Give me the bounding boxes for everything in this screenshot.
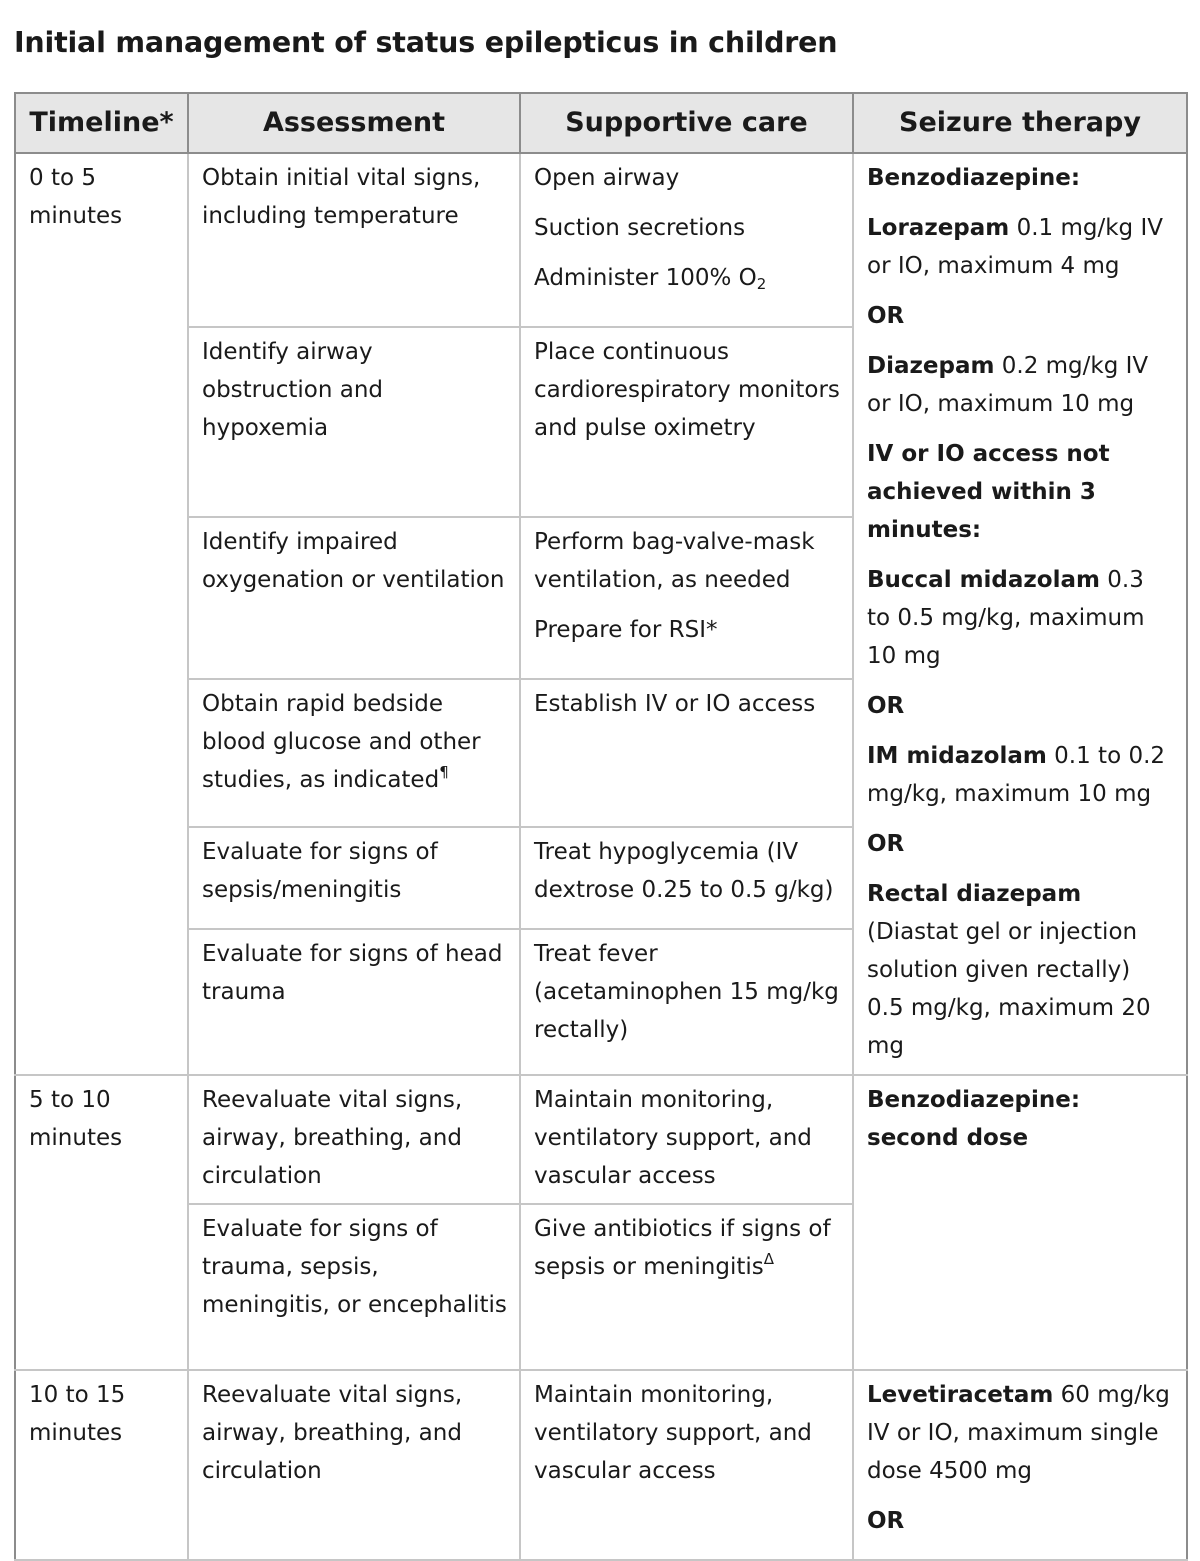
assessment-cell: Evaluate for signs of sepsis/meningitis xyxy=(188,827,520,929)
header-supportive-care: Supportive care xyxy=(520,93,853,153)
table-row xyxy=(15,153,1187,327)
therapy-heading: Benzodiazepine: xyxy=(867,165,1081,191)
header-assessment: Assessment xyxy=(188,93,520,153)
seizure-therapy-cell xyxy=(853,1075,1187,1370)
seizure-therapy-cell xyxy=(853,153,1187,1075)
drug-name: Diazepam xyxy=(867,353,995,379)
drug-dose: 0.1 to 0.2 mg/kg, maximum 10 mg xyxy=(867,743,1166,807)
subscript: 2 xyxy=(756,275,767,293)
supportive-care-cell xyxy=(520,517,853,679)
supportive-item xyxy=(534,259,840,297)
drug-name: Rectal diazepam xyxy=(867,881,1082,907)
seizure-therapy-cell xyxy=(853,1370,1187,1560)
supportive-item: Open airway xyxy=(534,165,680,191)
therapy-option xyxy=(867,561,1174,675)
table-header xyxy=(15,93,1187,153)
drug-dose: (Diastat gel or injection solution given rectally) 0.5 mg/kg, maximum 20 mg xyxy=(867,919,1151,1059)
assessment-cell: Identify impaired oxygenation or ventilation xyxy=(188,517,520,679)
footnote-mark: Δ xyxy=(763,1250,774,1268)
supportive-item-text: Give antibiotics if signs of sepsis or meningitis xyxy=(534,1216,831,1280)
assessment-cell: Evaluate for signs of head trauma xyxy=(188,929,520,1075)
drug-name: Levetiracetam xyxy=(867,1382,1054,1408)
supportive-item: Perform bag-valve-mask ventilation, as needed xyxy=(534,529,815,593)
supportive-care-cell xyxy=(520,929,853,1075)
or-separator: OR xyxy=(867,693,905,719)
assessment-text: Obtain rapid bedside blood glucose and other studies, as indicated xyxy=(202,691,481,793)
supportive-care-cell xyxy=(520,1370,853,1560)
drug-name: Buccal midazolam xyxy=(867,567,1100,593)
or-separator: OR xyxy=(867,1508,905,1534)
footnote-mark: ¶ xyxy=(439,763,449,781)
supportive-care-cell xyxy=(520,153,853,327)
supportive-item: Establish IV or IO access xyxy=(534,691,816,717)
or-separator: OR xyxy=(867,831,905,857)
supportive-care-cell xyxy=(520,827,853,929)
supportive-item xyxy=(534,1210,840,1286)
drug-dose: 60 mg/kg IV or IO, maximum single dose 4500 mg xyxy=(867,1382,1170,1484)
supportive-item: Prepare for RSI* xyxy=(534,617,718,643)
assessment-cell xyxy=(188,679,520,827)
header-row xyxy=(15,93,1187,153)
therapy-option xyxy=(867,875,1174,1065)
timeline-cell: 0 to 5 minutes xyxy=(15,153,188,1075)
table-row xyxy=(15,1370,1187,1560)
supportive-item: Maintain monitoring, ventilatory support, and vascular access xyxy=(534,1382,812,1484)
supportive-item: Place continuous cardiorespiratory monitors and pulse oximetry xyxy=(534,339,840,441)
assessment-cell: Evaluate for signs of trauma, sepsis, meningitis, or encephalitis xyxy=(188,1204,520,1370)
header-seizure-therapy: Seizure therapy xyxy=(853,93,1187,153)
therapy-option xyxy=(867,209,1174,285)
assessment-cell: Obtain initial vital signs, including temperature xyxy=(188,153,520,327)
drug-dose: 0.2 mg/kg IV or IO, maximum 10 mg xyxy=(867,353,1149,417)
drug-dose: 0.3 to 0.5 mg/kg, maximum 10 mg xyxy=(867,567,1145,669)
supportive-item: Treat hypoglycemia (IV dextrose 0.25 to 0.5 g/kg) xyxy=(534,839,834,903)
assessment-cell: Reevaluate vital signs, airway, breathing, and circulation xyxy=(188,1370,520,1560)
management-table xyxy=(14,92,1188,1561)
assessment-cell: Identify airway obstruction and hypoxemia xyxy=(188,327,520,517)
supportive-care-cell xyxy=(520,679,853,827)
therapy-subheading: IV or IO access not achieved within 3 minutes: xyxy=(867,441,1110,543)
supportive-care-cell xyxy=(520,1204,853,1370)
timeline-cell: 5 to 10 minutes xyxy=(15,1075,188,1370)
table-row xyxy=(15,1075,1187,1204)
supportive-item: Treat fever (acetaminophen 15 mg/kg rectally) xyxy=(534,941,839,1043)
supportive-care-cell xyxy=(520,1075,853,1204)
drug-dose: 0.1 mg/kg IV or IO, maximum 4 mg xyxy=(867,215,1163,279)
supportive-care-cell xyxy=(520,327,853,517)
therapy-option xyxy=(867,1376,1174,1490)
table-body xyxy=(15,153,1187,1560)
therapy-heading: Benzodiazepine: second dose xyxy=(867,1087,1081,1151)
timeline-cell: 10 to 15 minutes xyxy=(15,1370,188,1560)
header-timeline: Timeline* xyxy=(15,93,188,153)
supportive-item-text: Administer 100% O xyxy=(534,265,757,291)
assessment-cell: Reevaluate vital signs, airway, breathing, and circulation xyxy=(188,1075,520,1204)
supportive-item: Suction secretions xyxy=(534,215,746,241)
therapy-option xyxy=(867,347,1174,423)
supportive-item: Maintain monitoring, ventilatory support, and vascular access xyxy=(534,1087,812,1189)
drug-name: IM midazolam xyxy=(867,743,1047,769)
therapy-option xyxy=(867,737,1174,813)
drug-name: Lorazepam xyxy=(867,215,1010,241)
or-separator: OR xyxy=(867,303,905,329)
page-title: Initial management of status epilepticus in children xyxy=(14,26,838,59)
